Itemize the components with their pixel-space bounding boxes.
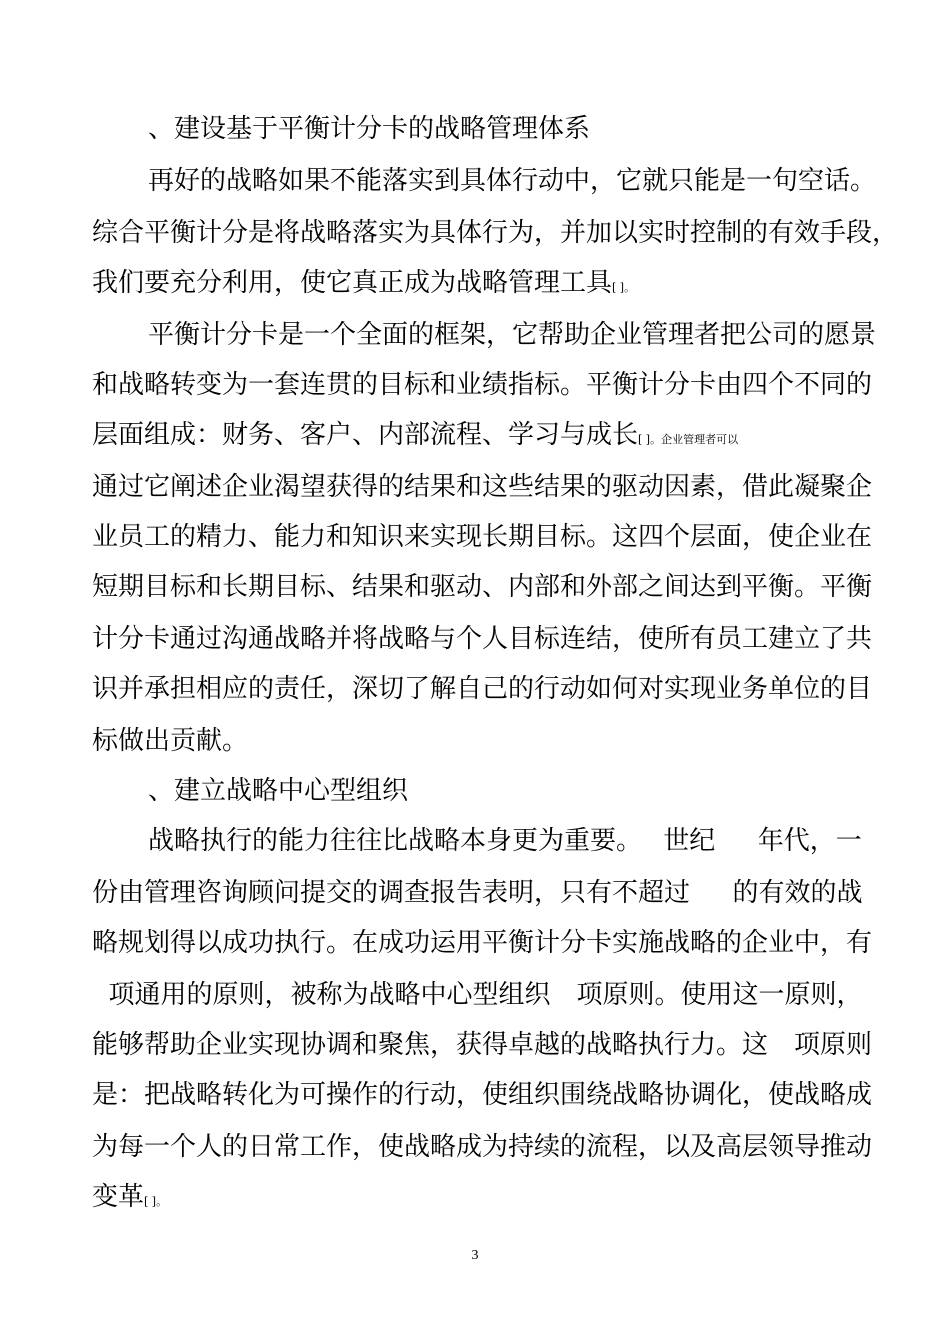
text-line: 我们要充分利用，使它真正成为战略管理工具[ ]。: [92, 268, 636, 298]
text-line: 项通用的原则，被称为战略中心型组织 项原则。使用这一原则，: [92, 980, 863, 1010]
text-line: 再好的战略如果不能落实到具体行动中，它就只能是一句空话。: [148, 166, 877, 196]
citation-ref: [ ]。企业管理者可以: [638, 433, 739, 446]
page-number: 3: [471, 1248, 479, 1263]
citation-ref: [ ]。: [612, 281, 636, 294]
text-line: 业员工的精力、能力和知识来实现长期目标。这四个层面，使企业在: [92, 522, 873, 552]
text-line: 识并承担相应的责任，深切了解自己的行动如何对实现业务单位的目: [92, 674, 873, 704]
text-line: 为每一个人的日常工作，使战略成为持续的流程，以及高层领导推动: [92, 1132, 873, 1162]
text-line: 略规划得以成功执行。在成功运用平衡计分卡实施战略的企业中，有: [92, 928, 873, 958]
text-line: 层面组成：财务、客户、内部流程、学习与成长[ ]。企业管理者可以: [92, 420, 739, 450]
text-line: 是：把战略转化为可操作的行动，使组织围绕战略协调化，使战略成: [92, 1080, 873, 1110]
text-line: 能够帮助企业实现协调和聚焦，获得卓越的战略执行力。这 项原则: [92, 1030, 873, 1060]
text-line: 份由管理咨询顾问提交的调查报告表明，只有不超过 的有效的战: [92, 878, 863, 908]
citation-ref: [ ]。: [144, 1195, 168, 1208]
text-line: 变革[ ]。: [92, 1182, 168, 1212]
text-line: 平衡计分卡是一个全面的框架，它帮助企业管理者把公司的愿景: [148, 320, 877, 350]
section-heading-1: 、建设基于平衡计分卡的战略管理体系: [148, 114, 591, 144]
text-line: 综合平衡计分是将战略落实为具体行为，并加以实时控制的有效手段，: [92, 218, 899, 248]
text-line: 计分卡通过沟通战略并将战略与个人目标连结，使所有员工建立了共: [92, 624, 873, 654]
text-line: 通过它阐述企业渴望获得的结果和这些结果的驱动因素，借此凝聚企: [92, 472, 873, 502]
text-line: 战略执行的能力往往比战略本身更为重要。 世纪 年代，一: [148, 826, 862, 856]
text-line: 短期目标和长期目标、结果和驱动、内部和外部之间达到平衡。平衡: [92, 572, 873, 602]
section-heading-2: 、建立战略中心型组织: [148, 776, 409, 806]
text-line: 标做出贡献。: [92, 726, 249, 756]
text-line: 和战略转变为一套连贯的目标和业绩指标。平衡计分卡由四个不同的: [92, 370, 873, 400]
